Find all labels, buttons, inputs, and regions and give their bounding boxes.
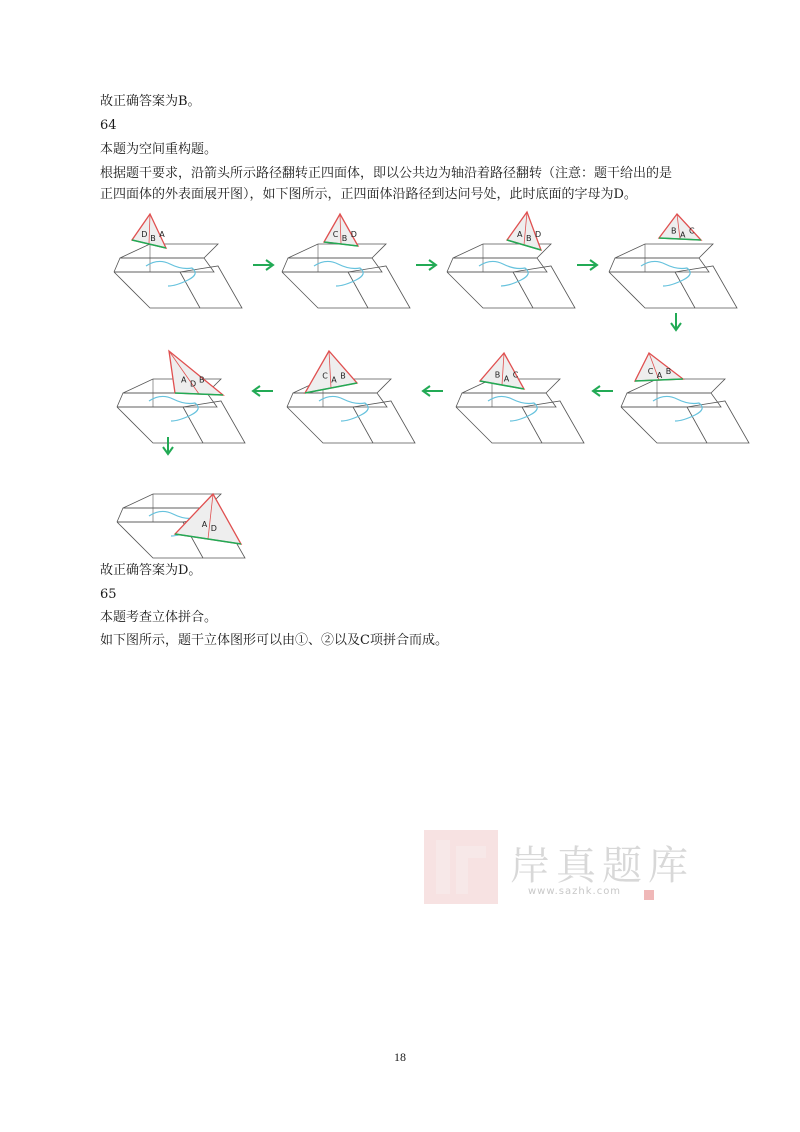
face-letter-label: A xyxy=(159,230,165,239)
flow-arrow-icon xyxy=(576,256,600,275)
explanation-line-65: 如下图所示，题干立体图形可以由①、②以及C项拼合而成。 xyxy=(100,633,448,648)
answer-line-64: 故正确答案为D。 xyxy=(100,563,202,578)
flow-arrow-icon xyxy=(162,436,174,460)
flow-arrow-icon xyxy=(420,382,444,401)
tetrahedron-step-7 xyxy=(283,345,423,445)
face-letter-label: D xyxy=(350,230,357,239)
face-letter-label: A xyxy=(517,230,523,239)
face-letter-label: D xyxy=(190,379,197,389)
face-letter-label: B xyxy=(150,234,156,243)
watermark xyxy=(422,826,712,906)
flow-arrow-icon xyxy=(415,256,439,275)
answer-line-63: 故正确答案为B。 xyxy=(100,94,201,109)
face-letter-label: D xyxy=(141,230,148,239)
face-letter-label: C xyxy=(322,371,328,381)
flow-arrow-icon xyxy=(670,312,682,336)
tetrahedron-step-9 xyxy=(113,460,253,560)
face-letter-label: C xyxy=(689,226,695,236)
question-number-64: 64 xyxy=(100,118,117,133)
flow-arrow-icon xyxy=(590,382,614,401)
face-letter-label: D xyxy=(210,524,217,533)
face-letter-label: C xyxy=(512,370,519,380)
watermark-brand: 岸真题库 xyxy=(510,843,694,889)
flow-arrow-icon xyxy=(252,256,276,275)
face-letter-label: A xyxy=(680,230,686,240)
face-letter-label: A xyxy=(201,520,208,529)
face-letter-label: B xyxy=(665,367,672,376)
tetrahedron-step-1 xyxy=(110,210,250,310)
tetrahedron-step-8 xyxy=(113,345,253,445)
tetrahedron-step-5 xyxy=(617,345,757,445)
tetrahedron-step-2 xyxy=(278,210,418,310)
question-type-64: 本题为空间重构题。 xyxy=(100,142,218,157)
face-letter-label: B xyxy=(526,234,532,243)
question-number-65: 65 xyxy=(100,587,117,602)
watermark-url: www.sazhk.com xyxy=(528,886,622,897)
face-letter-label: A xyxy=(331,375,337,385)
face-letter-label: B xyxy=(341,234,348,243)
page-number: 18 xyxy=(394,1050,406,1064)
flow-arrow-icon xyxy=(250,382,274,401)
tetrahedron-step-3 xyxy=(443,210,583,310)
face-letter-label: C xyxy=(332,230,339,239)
face-letter-label: B xyxy=(494,370,501,380)
face-letter-label: A xyxy=(181,375,187,385)
explanation-line-2: 正四面体的外表面展开图），如下图所示，正四面体沿路径到达问号处，此时底面的字母为D。 xyxy=(100,187,637,202)
face-letter-label: D xyxy=(535,230,542,239)
face-letter-label: A xyxy=(656,371,663,380)
tetrahedron-step-6 xyxy=(452,345,592,445)
explanation-line-1: 根据题干要求，沿箭头所示路径翻转正四面体，即以公共边为轴沿着路径翻转（注意：题干给出的是 xyxy=(100,166,673,181)
face-letter-label: C xyxy=(647,367,654,376)
face-letter-label: B xyxy=(199,375,205,385)
face-letter-label: B xyxy=(340,371,346,381)
face-letter-label: A xyxy=(503,374,510,384)
tetrahedron-step-4 xyxy=(605,210,745,310)
question-type-65: 本题考查立体拼合。 xyxy=(100,610,218,625)
face-letter-label: B xyxy=(671,226,677,236)
